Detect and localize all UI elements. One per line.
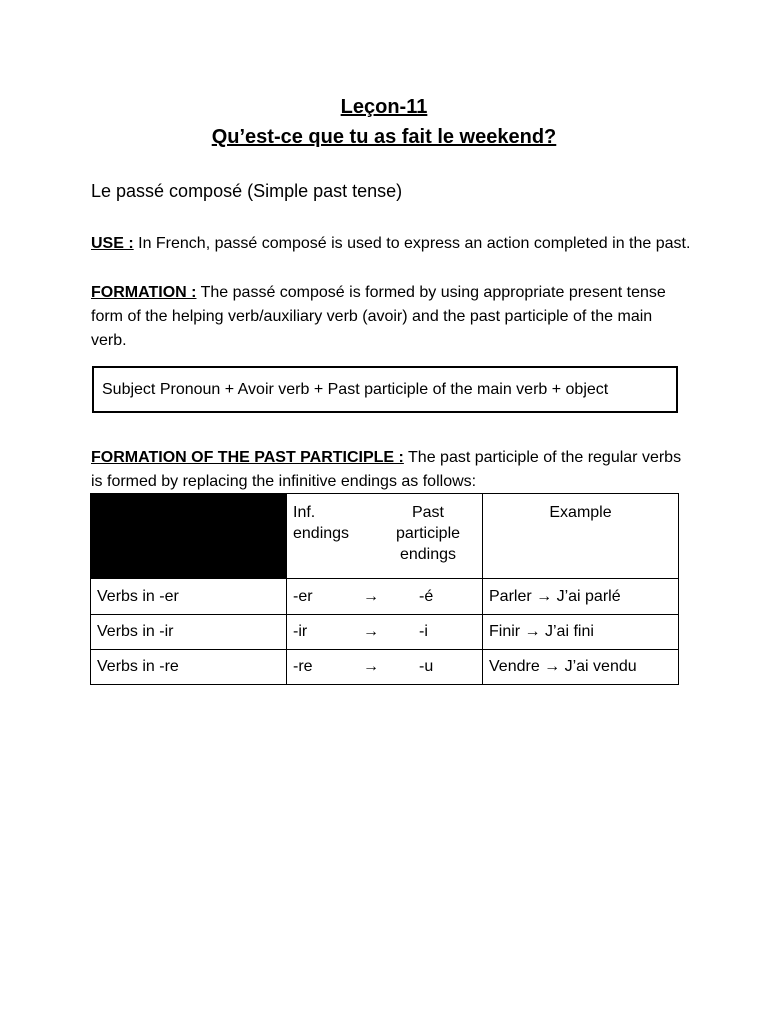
formula-text: Subject Pronoun + Avoir verb + Past participle of the main verb + object — [102, 380, 609, 398]
topic-subtitle: Le passé composé (Simple past tense) — [91, 181, 403, 201]
use-text: In French, passé composé is used to express an action completed in the past. — [133, 235, 691, 252]
formula-box — [92, 366, 678, 413]
example-text: Parler → J’ai parlé — [489, 587, 621, 605]
pp-ending: -i — [419, 623, 428, 640]
lesson-question-title: Qu’est-ce que tu as fait le weekend? — [211, 126, 557, 148]
ending-cell — [287, 579, 483, 615]
verb-group-cell — [91, 650, 287, 685]
table-row — [91, 615, 679, 650]
verb-group-label: Verbs in -ir — [97, 623, 174, 640]
verb-group-cell — [91, 615, 287, 650]
example-text: Finir → J’ai fini — [489, 623, 594, 640]
table-row — [91, 579, 679, 615]
verb-group-label: Verbs in -re — [97, 658, 179, 675]
table-header-row — [91, 494, 679, 579]
formation-label: FORMATION : — [91, 284, 197, 301]
arrow-icon: → — [363, 587, 379, 605]
arrow-icon: → — [363, 658, 379, 675]
pp-ending: -é — [419, 587, 434, 605]
header-blank-cell — [91, 494, 287, 579]
example-cell — [483, 615, 679, 650]
inf-ending: -er — [293, 587, 313, 605]
example-cell — [483, 650, 679, 685]
verb-group-cell — [91, 579, 287, 615]
ending-cell — [287, 650, 483, 685]
inf-ending: -re — [293, 658, 313, 675]
past-participle-paragraph — [91, 446, 691, 494]
verb-group-label: Verbs in -er — [97, 587, 179, 605]
use-label: USE : — [91, 235, 134, 252]
formation-paragraph — [91, 281, 691, 353]
header-inf-endings: Inf. endings — [293, 504, 350, 542]
example-cell — [483, 579, 679, 615]
arrow-icon: → — [363, 623, 379, 640]
pp-ending: -u — [419, 658, 434, 675]
inf-ending: -ir — [293, 623, 308, 640]
lesson-number-title: Leçon-11 — [340, 96, 428, 118]
header-pp-endings: Past participle endings — [395, 504, 461, 563]
header-example: Example — [483, 494, 679, 579]
header-endings-cell — [287, 494, 483, 579]
formation-text: The passé composé is formed by using appropriate present tense form of the helping verb/auxiliary verb (avoir) and the past participle of the main verb. — [91, 284, 666, 349]
past-participle-text: The past participle of the regular verbs is formed by replacing the infinitive endings as follows: — [91, 449, 682, 490]
table-row — [91, 650, 679, 685]
past-participle-label: FORMATION OF THE PAST PARTICIPLE : — [91, 449, 404, 466]
use-paragraph — [91, 232, 691, 256]
endings-table — [90, 493, 679, 685]
ending-cell — [287, 615, 483, 650]
example-text: Vendre → J’ai vendu — [489, 658, 637, 675]
